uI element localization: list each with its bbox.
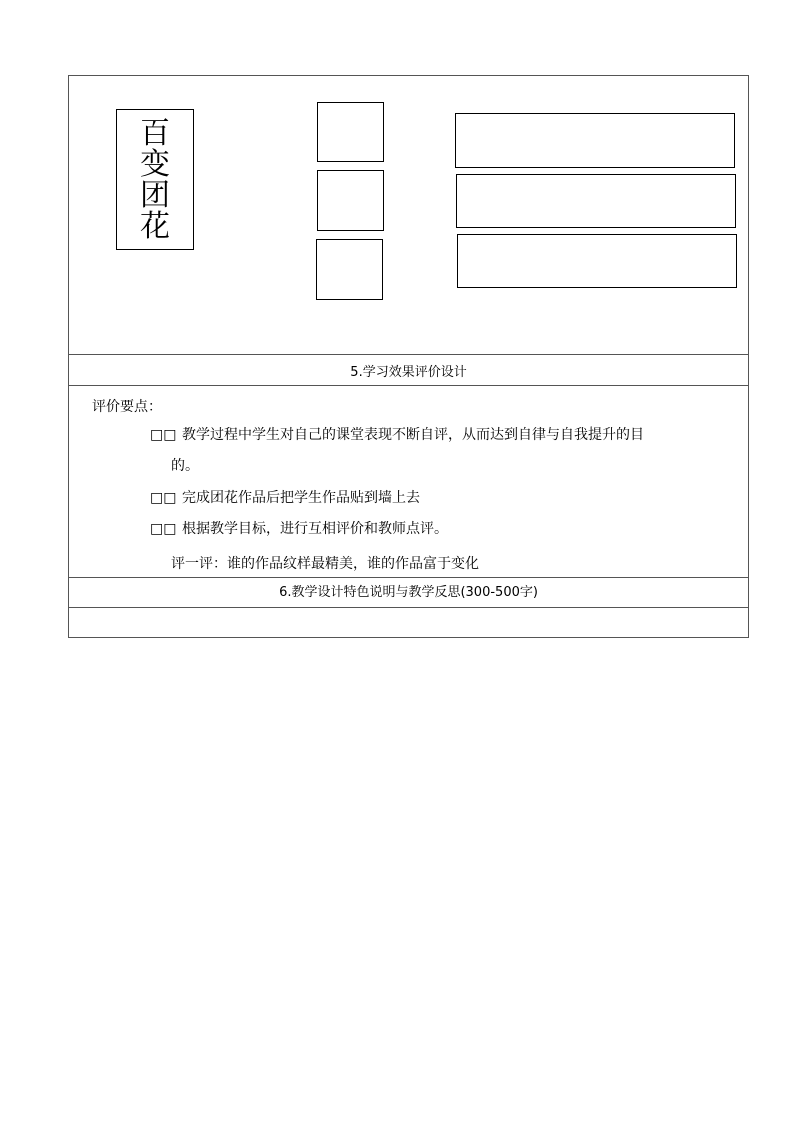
item-text: 完成团花作品后把学生作品贴到墙上去 xyxy=(182,490,420,506)
diagram-wide-box xyxy=(455,113,735,168)
lesson-plan-table xyxy=(68,75,749,638)
diagram-square-box xyxy=(317,170,384,231)
title-char: 团 xyxy=(140,177,170,213)
row-divider xyxy=(69,385,748,386)
checkbox-glyph: □□ xyxy=(150,490,177,506)
evaluation-label: 评价要点： xyxy=(92,399,162,415)
evaluation-item xyxy=(150,518,448,540)
evaluation-comment: 评一评：谁的作品纹样最精美，谁的作品富于变化 xyxy=(171,556,479,572)
checkbox-glyph: □□ xyxy=(150,521,177,537)
evaluation-item xyxy=(150,487,420,509)
title-char: 百 xyxy=(140,115,170,151)
diagram-square-box xyxy=(316,239,383,300)
item-text: 的。 xyxy=(171,458,199,474)
item-text: 根据教学目标，进行互相评价和教师点评。 xyxy=(182,521,448,537)
checkbox-glyph: □□ xyxy=(150,427,177,443)
diagram-wide-box xyxy=(456,174,736,228)
title-char: 花 xyxy=(140,208,170,244)
title-char: 变 xyxy=(140,146,170,182)
row-divider xyxy=(69,354,748,355)
diagram-square-box xyxy=(317,102,384,162)
diagram-wide-box xyxy=(457,234,737,288)
reflection-header: 6.教学设计特色说明与教学反思(300-500字) xyxy=(279,585,538,600)
row-divider xyxy=(69,607,748,608)
evaluation-item xyxy=(150,424,644,446)
evaluation-item xyxy=(171,455,199,477)
evaluation-header: 5.学习效果评价设计 xyxy=(350,365,467,380)
item-text: 教学过程中学生对自己的课堂表现不断自评，从而达到自律与自我提升的目 xyxy=(182,427,644,443)
row-divider xyxy=(69,577,748,578)
title-box xyxy=(116,109,194,250)
